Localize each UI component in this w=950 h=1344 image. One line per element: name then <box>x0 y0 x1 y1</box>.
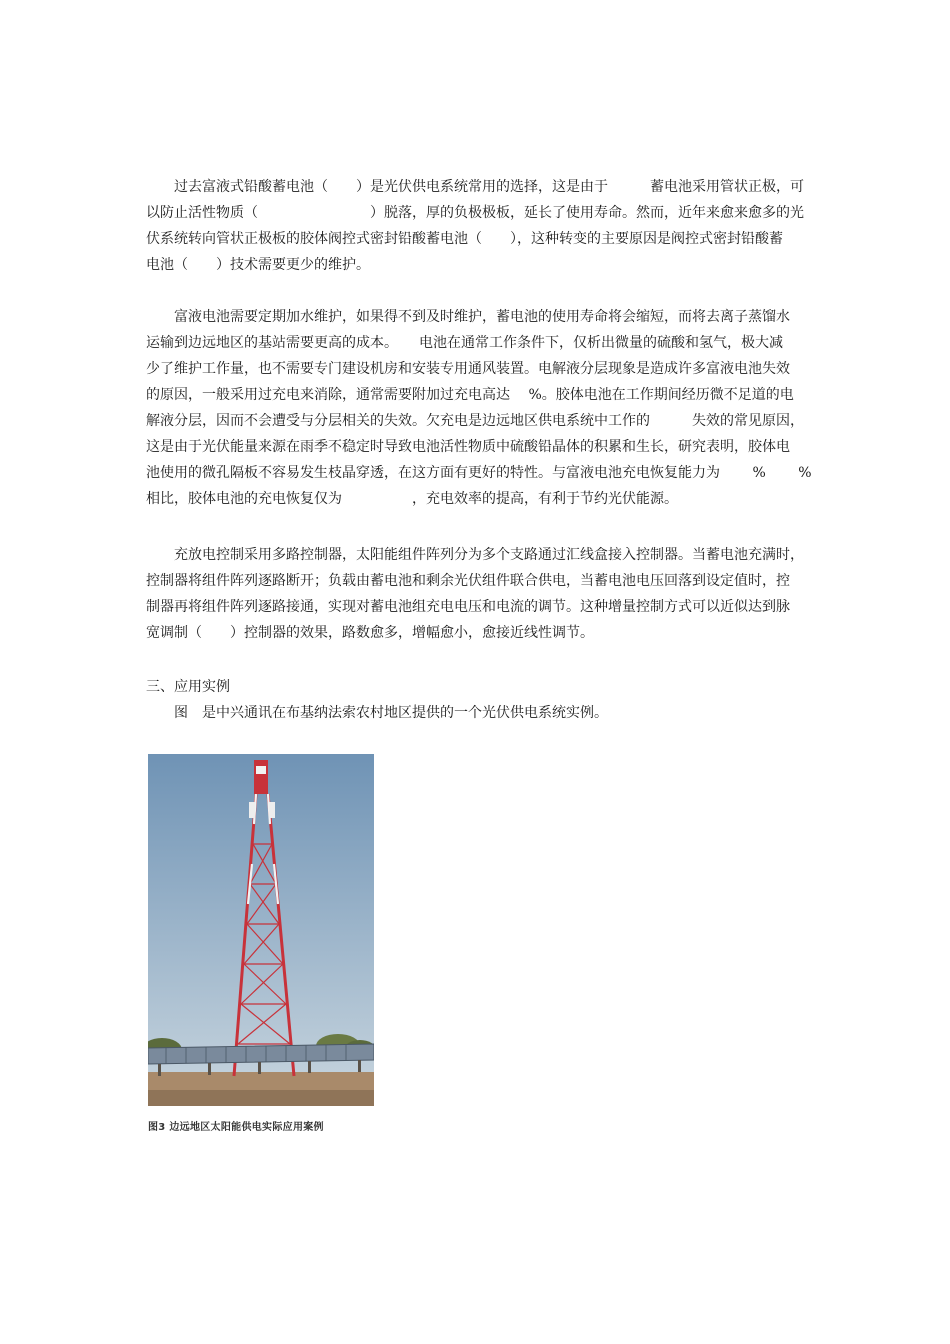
figure-photo-telecom-tower <box>148 754 374 1106</box>
text-line: 控制器将组件阵列逐路断开；负载由蓄电池和剩余光伏组件联合供电，当蓄电池电压回落到设定值时，控 <box>146 573 790 589</box>
text-line: 充放电控制采用多路控制器，太阳能组件阵列分为多个支路通过汇线盒接入控制器。当蓄电池充满时， <box>174 547 804 563</box>
text-line: 的原因，一般采用过充电来消除，通常需要附加过充电高达 %。胶体电池在工作期间经历微不足道的电 <box>146 387 794 403</box>
text-line: 图 是中兴通讯在布基纳法索农村地区提供的一个光伏供电系统实例。 <box>174 705 608 721</box>
text-line: 相比，胶体电池的充电恢复仅为 ，充电效率的提高，有利于节约光伏能源。 <box>146 491 678 507</box>
text-line: 过去富液式铅酸蓄电池（ ）是光伏供电系统常用的选择，这是由于 蓄电池采用管状正极，可 <box>174 179 804 195</box>
paragraph-maintenance <box>146 304 812 512</box>
text-line: 制器再将组件阵列逐路接通，实现对蓄电池组充电电压和电流的调节。这种增量控制方式可以近似达到脉 <box>146 599 790 615</box>
text-line: 少了维护工作量，也不需要专门建设机房和安装专用通风装置。电解液分层现象是造成许多富液电池失效 <box>146 361 790 377</box>
text-line: 以防止活性物质（ ）脱落，厚的负极极板，延长了使用寿命。然而，近年来愈来愈多的光 <box>146 205 804 221</box>
text-line: 解液分层，因而不会遭受与分层相关的失效。欠充电是边远地区供电系统中工作的 失效的常见原因， <box>146 413 804 429</box>
paragraph-example-intro <box>146 700 808 726</box>
text-line: 伏系统转向管状正极板的胶体阀控式密封铅酸蓄电池（ ），这种转变的主要原因是阀控式密封铅酸蓄 <box>146 231 783 247</box>
figure-caption: 图3 边远地区太阳能供电实际应用案例 <box>148 1122 324 1133</box>
text-line: 富液电池需要定期加水维护，如果得不到及时维护，蓄电池的使用寿命将会缩短，而将去离子蒸馏水 <box>174 309 790 325</box>
text-line: 池使用的微孔隔板不容易发生枝晶穿透，在这方面有更好的特性。与富液电池充电恢复能力为 % % <box>146 465 812 481</box>
text-line: 运输到边远地区的基站需要更高的成本。 电池在通常工作条件下，仅析出微量的硫酸和氢气，极大减 <box>146 335 783 351</box>
paragraph-charge-control <box>146 542 808 646</box>
section-heading: 三、应用实例 <box>146 679 230 695</box>
text-line: 宽调制（ ）控制器的效果，路数愈多，增幅愈小，愈接近线性调节。 <box>146 625 594 641</box>
text-line: 这是由于光伏能量来源在雨季不稳定时导致电池活性物质中硫酸铅晶体的积累和生长，研究表明，胶体电 <box>146 439 790 455</box>
paragraph-battery-intro <box>146 174 808 278</box>
text-line: 电池（ ）技术需要更少的维护。 <box>146 257 370 273</box>
